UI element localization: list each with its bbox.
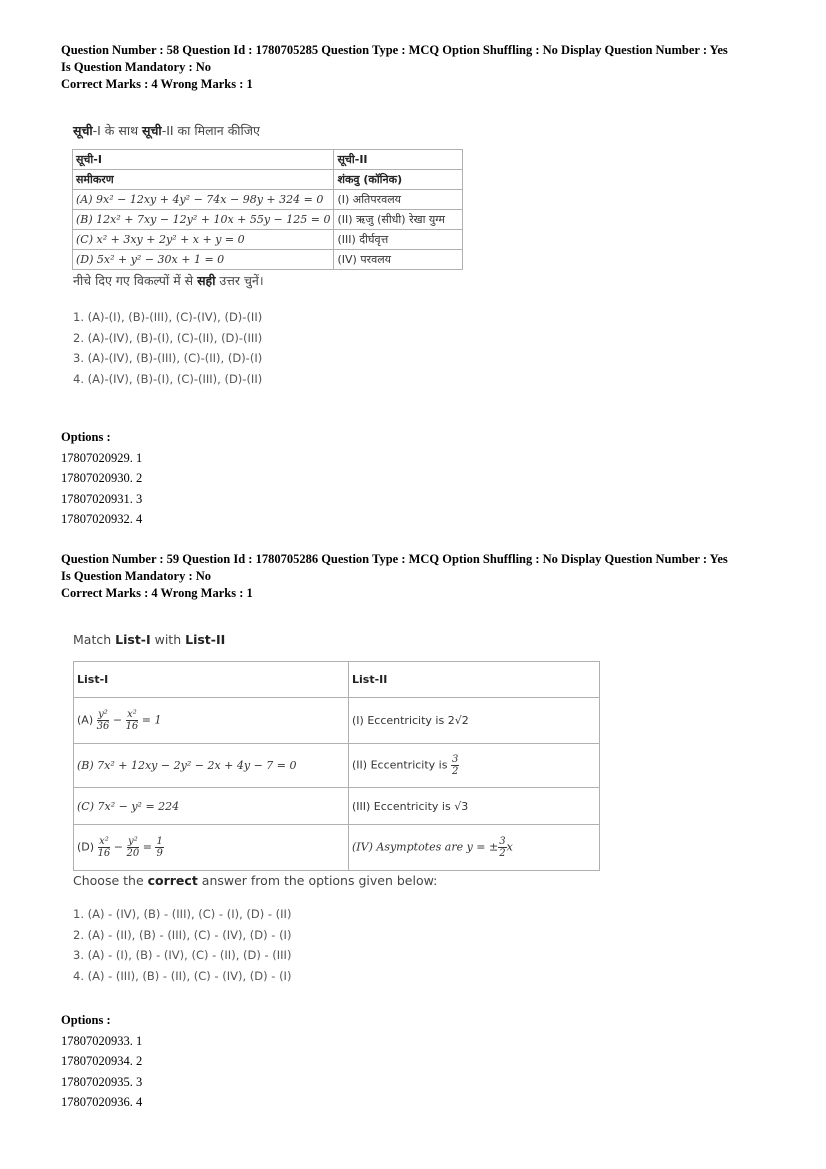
q58-row-a-equation: (A) 9x² − 12xy + 4y² − 74x − 98y + 324 = 0 <box>73 190 334 210</box>
q59-choose-instruction: Choose the correct answer from the options given below: <box>73 873 438 888</box>
q58-meta <box>61 42 781 93</box>
q59-row-d-prop-frac: $\frac{3}{2}$ <box>499 836 506 859</box>
q58-options-label: Options : <box>61 430 111 444</box>
q59-choice-1: 1. (A) - (IV), (B) - (III), (C) - (I), (D) - (II) <box>73 907 292 921</box>
q59-row-b-frac: $\frac{3}{2}$ <box>451 754 459 777</box>
q59-meta <box>61 551 781 602</box>
q58-row-c-equation: (C) x² + 3xy + 2y² + x + y = 0 <box>73 230 334 250</box>
q58-choice-3: 3. (A)-(IV), (B)-(III), (C)-(II), (D)-(I) <box>73 351 263 365</box>
q59-header-list1: List-I <box>74 662 349 698</box>
q58-meta-line3: Correct Marks : 4 Wrong Marks : 1 <box>61 77 253 91</box>
q59-row-d-property: (IV) Asymptotes are y = ± $\frac{3}{2}$ x <box>349 825 600 871</box>
q58-choose-instruction: नीचे दिए गए विकल्पों में से सही उत्तर चुनें। <box>73 273 264 288</box>
q59-row-a-property: (I) Eccentricity is 2√2 <box>349 698 600 744</box>
q59-option-2: 17807020934. 2 <box>61 1054 143 1068</box>
q58-question-image <box>73 122 463 389</box>
q59-row-a-frac1: $\frac{\text{y²}}{36}$ <box>96 709 110 732</box>
q59-meta-line3: Correct Marks : 4 Wrong Marks : 1 <box>61 586 253 600</box>
q59-row-d-frac2: $\frac{\text{y²}}{20}$ <box>126 836 140 859</box>
q59-row-c-equation: (C) 7x² − y² = 224 <box>74 788 349 825</box>
q58-meta-line1: Question Number : 58 Question Id : 1780705285 Question Type : MCQ Option Shuffling : No Display Question Number : Yes <box>61 43 728 57</box>
q59-row-d-frac3: $\frac{1}{9}$ <box>156 836 163 859</box>
q59-options-label: Options : <box>61 1013 111 1027</box>
q59-row-d-frac1: $\frac{\text{x²}}{16}$ <box>97 836 111 859</box>
q58-option-1: 17807020929. 1 <box>61 450 143 465</box>
q59-meta-line2: Is Question Mandatory : No <box>61 569 212 583</box>
q58-header-conic: शंकवु (कॉनिक) <box>334 170 463 190</box>
q58-row-c-conic: (III) दीर्घवृत्त <box>334 230 463 250</box>
q59-row-a-equation: (A) $\frac{\text{y²}}{36}$ − $\frac{\text{x²}}{16}$ = 1 <box>74 698 349 744</box>
q59-row-a-frac2: $\frac{\text{x²}}{16}$ <box>125 709 139 732</box>
q58-row-b-equation: (B) 12x² + 7xy − 12y² + 10x + 55y − 125 = 0 <box>73 210 334 230</box>
q59-option-4: 17807020936. 4 <box>61 1095 143 1109</box>
q59-meta-line1: Question Number : 59 Question Id : 1780705286 Question Type : MCQ Option Shuffling : No Display Question Number : Yes <box>61 552 728 566</box>
q59-row-b-property: (II) Eccentricity is $\frac{3}{2}$ <box>349 744 600 788</box>
q59-option-1: 17807020933. 1 <box>61 1033 143 1048</box>
q59-choices <box>73 904 600 986</box>
q58-option-4: 17807020932. 4 <box>61 512 143 526</box>
q59-choice-2: 2. (A) - (II), (B) - (III), (C) - (IV), (D) - (I) <box>73 927 292 942</box>
q58-question-title: सूची-I के साथ सूची-II का मिलान कीजिए <box>73 123 260 138</box>
q58-choice-4: 4. (A)-(IV), (B)-(I), (C)-(III), (D)-(II) <box>73 371 263 386</box>
q58-option-3: 17807020931. 3 <box>61 491 143 506</box>
q59-row-d-equation: (D) $\frac{\text{x²}}{16}$ − $\frac{\text{y²}}{20}$ = $\frac{1}{9}$ <box>74 825 349 871</box>
q58-row-a-conic: (I) अतिपरवलय <box>334 190 463 210</box>
q59-row-b-equation: (B) 7x² + 12xy − 2y² − 2x + 4y − 7 = 0 <box>74 744 349 788</box>
q58-choice-1: 1. (A)-(I), (B)-(III), (C)-(IV), (D)-(II) <box>73 310 263 324</box>
q58-row-d-conic: (IV) परवलय <box>334 250 463 270</box>
q58-header-equation: समीकरण <box>73 170 334 190</box>
q59-row-c-property: (III) Eccentricity is √3 <box>349 788 600 825</box>
q58-row-d-equation: (D) 5x² + y² − 30x + 1 = 0 <box>73 250 334 270</box>
q59-option-3: 17807020935. 3 <box>61 1074 143 1089</box>
q58-choices <box>73 307 463 389</box>
q59-question-title: Match List-I with List-II <box>73 632 226 647</box>
q59-choice-3: 3. (A) - (I), (B) - (IV), (C) - (II), (D) - (III) <box>73 948 292 962</box>
q59-choice-4: 4. (A) - (III), (B) - (II), (C) - (IV), (D) - (I) <box>73 968 292 983</box>
q59-question-image <box>73 632 600 986</box>
q58-header-list2: सूची-II <box>334 150 463 170</box>
q59-header-list2: List-II <box>349 662 600 698</box>
q59-options <box>61 1010 781 1113</box>
q58-row-b-conic: (II) ऋजु (सीधी) रेखा युग्म <box>334 210 463 230</box>
q58-option-2: 17807020930. 2 <box>61 471 143 485</box>
q58-header-list1: सूची-I <box>73 150 334 170</box>
q58-choice-2: 2. (A)-(IV), (B)-(I), (C)-(II), (D)-(III) <box>73 330 263 345</box>
q58-meta-line2: Is Question Mandatory : No <box>61 60 212 74</box>
q58-match-table <box>72 149 463 270</box>
q59-match-table <box>73 661 600 871</box>
q58-options <box>61 427 781 530</box>
